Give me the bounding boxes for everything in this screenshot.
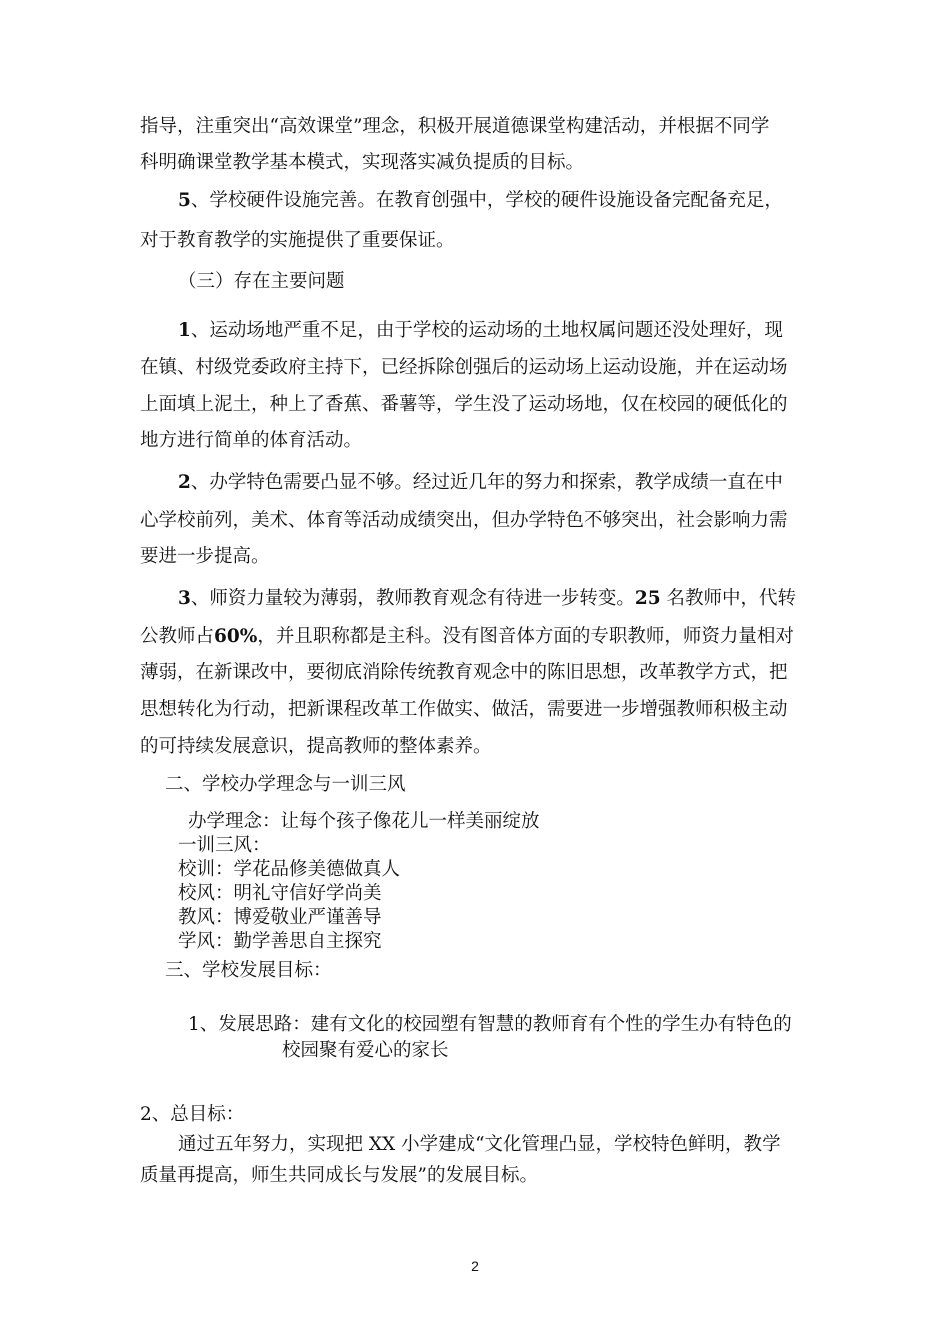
paragraph-line: 科明确课堂教学基本模式，实现落实减负提质的目标。 bbox=[140, 152, 585, 173]
paragraph-line bbox=[178, 470, 783, 496]
paragraph-line: 的可持续发展意识，提高教师的整体素养。 bbox=[140, 736, 492, 757]
paragraph-line: 上面填上泥土，种上了香蕉、番薯等，学生没了运动场地，仅在校园的硬低化的 bbox=[140, 394, 788, 415]
study-style: 学风：勤学善思自主探究 bbox=[178, 931, 382, 952]
paragraph-text: 公教师占 bbox=[140, 626, 215, 647]
paragraph-line: 地方进行简单的体育活动。 bbox=[140, 430, 363, 451]
paragraph-line: 薄弱，在新课改中，要彻底消除传统教育观念中的陈旧思想，改革教学方式，把 bbox=[140, 662, 788, 683]
motto-heading: 一训三风： bbox=[178, 835, 271, 856]
paragraph-line: 通过五年努力，实现把 XX 小学建成“文化管理凸显，学校特色鲜明，教学 bbox=[178, 1134, 781, 1155]
school-motto: 校训：学花品修美德做真人 bbox=[178, 859, 401, 880]
paragraph-line bbox=[178, 318, 783, 344]
bold-number: 25 bbox=[634, 588, 661, 609]
paragraph-line bbox=[140, 624, 794, 650]
paragraph-line: 思想转化为行动，把新课程改革工作做实、做活，需要进一步增强教师积极主动 bbox=[140, 699, 788, 720]
item-number: 3 bbox=[178, 588, 191, 609]
paragraph-line: 在镇、村级党委政府主持下，已经拆除创强后的运动场上运动设施，并在运动场 bbox=[140, 357, 788, 378]
paragraph-text: ，并且职称都是主科。没有图音体方面的专职教师，师资力量相对 bbox=[257, 626, 794, 647]
school-spirit: 校风：明礼守信好学尚美 bbox=[178, 883, 382, 904]
school-philosophy: 办学理念：让每个孩子像花儿一样美丽绽放 bbox=[188, 811, 540, 832]
development-idea: 1、发展思路：建有文化的校园塑有智慧的教师育有个性的学生办有特色的 bbox=[188, 1014, 792, 1035]
bold-number: 60% bbox=[214, 626, 258, 647]
section-heading: （三）存在主要问题 bbox=[178, 271, 345, 292]
item-number: 1 bbox=[178, 320, 191, 341]
paragraph-text: 名教师中，代转 bbox=[660, 588, 797, 609]
item-number: 5 bbox=[178, 190, 191, 211]
overall-goal-heading: 2、总目标： bbox=[140, 1104, 245, 1125]
paragraph-text: 、运动场地严重不足，由于学校的运动场的土地权属问题还没处理好，现 bbox=[190, 320, 783, 341]
paragraph-line: 质量再提高，师生共同成长与发展”的发展目标。 bbox=[140, 1165, 538, 1186]
section-heading: 三、学校发展目标： bbox=[165, 960, 332, 981]
section-heading: 二、学校办学理念与一训三风 bbox=[165, 774, 406, 795]
development-idea-continued: 校园聚有爱心的家长 bbox=[282, 1040, 449, 1061]
paragraph-text: 、师资力量较为薄弱，教师教育观念有待进一步转变。 bbox=[190, 588, 635, 609]
teaching-style: 教风：博爱敬业严谨善导 bbox=[178, 907, 382, 928]
paragraph-line: 心学校前列，美术、体育等活动成绩突出，但办学特色不够突出，社会影响力需 bbox=[140, 510, 788, 531]
paragraph-line: 指导，注重突出“高效课堂”理念，积极开展道德课堂构建活动，并根据不同学 bbox=[140, 116, 770, 137]
paragraph-text: 、学校硬件设施完善。在教育创强中，学校的硬件设施设备完配备充足， bbox=[190, 190, 783, 211]
paragraph-line: 要进一步提高。 bbox=[140, 546, 270, 567]
item-number: 2 bbox=[178, 472, 191, 493]
paragraph-text: 、办学特色需要凸显不够。经过近几年的努力和探索，教学成绩一直在中 bbox=[190, 472, 783, 493]
paragraph-line bbox=[178, 188, 783, 214]
page-number: 2 bbox=[471, 1258, 479, 1274]
paragraph-line bbox=[178, 586, 796, 612]
paragraph-line: 对于教育教学的实施提供了重要保证。 bbox=[140, 230, 455, 251]
